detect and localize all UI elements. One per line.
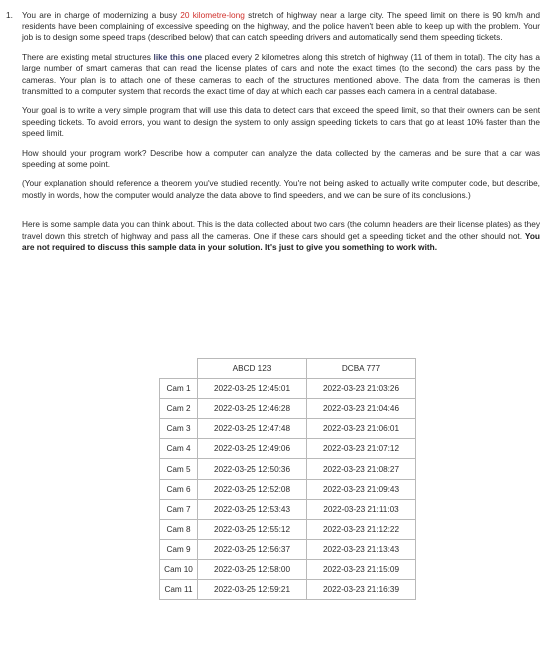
plate-header-dcba: DCBA 777 <box>307 359 416 379</box>
abcd-time: 2022-03-25 12:52:08 <box>198 479 307 499</box>
paragraph-goal: Your goal is to write a very simple program that will use this data to detect cars that exceed the speed limit, so that their owners can be sent speeding tickets. To avoid errors, you want to design the system to only assign speeding tickets to cars that go at least 10% faster than the speed limit. <box>22 105 540 138</box>
camera-label: Cam 2 <box>160 399 198 419</box>
paragraph-sample-data <box>22 219 540 253</box>
table-row <box>160 439 416 459</box>
abcd-time: 2022-03-25 12:56:37 <box>198 539 307 559</box>
paragraph-intro <box>22 10 540 44</box>
camera-label: Cam 11 <box>160 580 198 600</box>
camera-label: Cam 4 <box>160 439 198 459</box>
structures-text-end: placed every 2 kilometres along this stretch of highway (11 of them in total). The city has a large number of smart cameras that can read the license plates of cars and note the exact times (to the second) the cars pass by the cameras. Your plan is to attach one of these cameras to each of the structures mentioned above. The data from the cameras is then transmitted to a computer system that records the exact time of day at which each car passes each camera in a central database. <box>22 52 541 96</box>
paragraph-structures <box>22 52 540 97</box>
table-row <box>160 519 416 539</box>
table-row <box>160 559 416 579</box>
question-number: 1. <box>6 10 13 20</box>
dcba-time: 2022-03-23 21:16:39 <box>307 580 416 600</box>
intro-text-start: You are in charge of modernizing a busy <box>22 10 177 20</box>
table-corner-cell <box>160 359 198 379</box>
camera-label: Cam 3 <box>160 419 198 439</box>
table-row <box>160 580 416 600</box>
camera-label: Cam 7 <box>160 499 198 519</box>
abcd-time: 2022-03-25 12:47:48 <box>198 419 307 439</box>
dcba-time: 2022-03-23 21:09:43 <box>307 479 416 499</box>
table-row <box>160 379 416 399</box>
dcba-time: 2022-03-23 21:07:12 <box>307 439 416 459</box>
table-row <box>160 459 416 479</box>
dcba-time: 2022-03-23 21:11:03 <box>307 499 416 519</box>
structures-text-start: There are existing metal structures <box>22 52 151 63</box>
camera-label: Cam 6 <box>160 479 198 499</box>
dcba-time: 2022-03-23 21:04:46 <box>307 399 416 419</box>
abcd-time: 2022-03-25 12:46:28 <box>198 399 307 419</box>
question-body <box>22 10 540 261</box>
sample-data-note: You are not required to discuss this sample data in your solution. It's just to give you something to work with. <box>22 230 540 252</box>
like-this-one-link[interactable]: like this one <box>153 52 203 63</box>
camera-label: Cam 1 <box>160 379 198 399</box>
abcd-time: 2022-03-25 12:49:06 <box>198 439 307 459</box>
dcba-time: 2022-03-23 21:12:22 <box>307 519 416 539</box>
intro-text-end: stretch of highway near a large city. The speed limit on there is 90 km/h and residents have been complaining of excessive speeding on the highway, and the police haven't been able to keep up with the problem. Your job is to design some speed traps (described below) that can catch speeding drivers and automatically send them speeding tickets. <box>22 10 540 43</box>
abcd-time: 2022-03-25 12:55:12 <box>198 519 307 539</box>
table-row <box>160 399 416 419</box>
dcba-time: 2022-03-23 21:03:26 <box>307 379 416 399</box>
sample-data-text: Here is some sample data you can think about. This is the data collected about two cars (the column headers are their license plates) as they travel down this stretch of highway and pass all the cameras. One if these cars should get a speeding ticket and the other should not. <box>22 219 540 241</box>
dcba-time: 2022-03-23 21:06:01 <box>307 419 416 439</box>
spacer <box>22 211 540 219</box>
camera-label: Cam 5 <box>160 459 198 479</box>
table-row <box>160 479 416 499</box>
dcba-time: 2022-03-23 21:08:27 <box>307 459 416 479</box>
paragraph-explanation: (Your explanation should reference a theorem you've studied recently. You're not being asked to actually write computer code, but describe, mostly in words, how the computer would analyze the data above to find speeders, and we can be sure of its conclusions.) <box>22 178 540 200</box>
abcd-time: 2022-03-25 12:45:01 <box>198 379 307 399</box>
abcd-time: 2022-03-25 12:59:21 <box>198 580 307 600</box>
dcba-time: 2022-03-23 21:13:43 <box>307 539 416 559</box>
abcd-time: 2022-03-25 12:58:00 <box>198 559 307 579</box>
plate-header-abcd: ABCD 123 <box>198 359 307 379</box>
camera-label: Cam 10 <box>160 559 198 579</box>
table-row <box>160 419 416 439</box>
abcd-time: 2022-03-25 12:53:43 <box>198 499 307 519</box>
camera-times-table <box>159 358 416 600</box>
dcba-time: 2022-03-23 21:15:09 <box>307 559 416 579</box>
paragraph-how: How should your program work? Describe how a computer can analyze the data collected by the cameras and be sure that a car was speeding at some point. <box>22 147 540 169</box>
camera-label: Cam 8 <box>160 519 198 539</box>
table-row <box>160 539 416 559</box>
camera-label: Cam 9 <box>160 539 198 559</box>
highway-length-link[interactable]: 20 kilometre-long <box>180 10 245 20</box>
table-row <box>160 499 416 519</box>
abcd-time: 2022-03-25 12:50:36 <box>198 459 307 479</box>
table-header-row <box>160 359 416 379</box>
